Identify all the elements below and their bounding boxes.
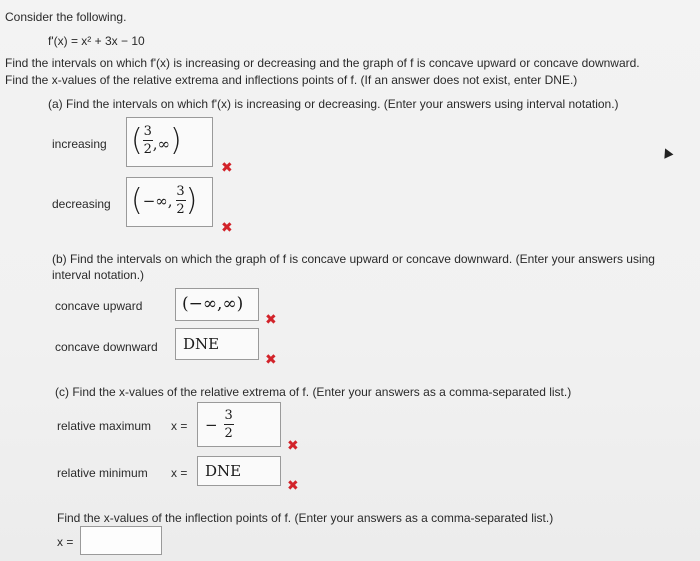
relative-maximum-x-equals: x = (171, 419, 188, 433)
relative-minimum-value: DNE (205, 462, 242, 480)
relative-minimum-label: relative minimum (57, 466, 148, 480)
cursor-icon (661, 146, 674, 158)
increasing-label: increasing (52, 137, 107, 151)
consider-text: Consider the following. (5, 10, 127, 24)
relative-maximum-sign: − (205, 415, 218, 434)
instructions-line-1: Find the intervals on which f'(x) is increasing or decreasing and the graph of f is concave upward or concave downward. (5, 56, 640, 70)
relative-maximum-numerator: 3 (224, 408, 233, 423)
concave-upward-value: (−∞,∞) (182, 294, 244, 314)
relative-maximum-wrong-mark: ✖ (287, 438, 299, 454)
relative-maximum-fraction (224, 409, 234, 440)
decreasing-wrong-mark: ✖ (221, 220, 233, 236)
concave-upward-answer-field[interactable] (175, 288, 259, 321)
part-b-prompt-line-2: interval notation.) (52, 268, 145, 282)
concave-upward-label: concave upward (55, 299, 143, 313)
increasing-rest: ,∞ (152, 134, 170, 153)
inflection-answer-field[interactable] (80, 526, 162, 555)
relative-maximum-answer-field[interactable] (197, 402, 281, 447)
part-c-prompt: (c) Find the x-values of the relative extrema of f. (Enter your answers as a comma-separated list.) (55, 385, 572, 399)
inflection-prompt: Find the x-values of the inflection points of f. (Enter your answers as a comma-separated list.) (57, 511, 554, 525)
relative-minimum-answer-field[interactable] (197, 456, 281, 486)
concave-downward-answer-field[interactable] (175, 328, 259, 360)
function-definition: f'(x) = x² + 3x − 10 (48, 34, 145, 48)
decreasing-left: −∞, (142, 191, 173, 210)
part-b-prompt-line-1: (b) Find the intervals on which the graph of f is concave upward or concave downward. (Enter your answers using (52, 252, 655, 266)
decreasing-label: decreasing (52, 197, 111, 211)
increasing-denominator: 2 (143, 142, 152, 157)
decreasing-fraction (176, 185, 186, 216)
inflection-x-equals: x = (57, 535, 74, 549)
decreasing-answer-field[interactable] (126, 177, 213, 227)
decreasing-denominator: 2 (176, 202, 185, 217)
relative-maximum-denominator: 2 (224, 426, 233, 441)
relative-minimum-x-equals: x = (171, 466, 188, 480)
concave-upward-wrong-mark: ✖ (265, 312, 277, 328)
increasing-fraction (143, 125, 153, 156)
relative-minimum-wrong-mark: ✖ (287, 478, 299, 494)
concave-downward-wrong-mark: ✖ (265, 352, 277, 368)
increasing-wrong-mark: ✖ (221, 160, 233, 176)
increasing-numerator: 3 (143, 124, 152, 139)
concave-downward-label: concave downward (55, 340, 158, 354)
decreasing-numerator: 3 (176, 184, 185, 199)
relative-maximum-label: relative maximum (57, 419, 152, 433)
instructions-line-2: Find the x-values of the relative extrema and inflections points of f. (If an answer does not exist, enter DNE.) (5, 73, 578, 87)
increasing-interval: ( $\frac{3}{2}$ ,∞ ) (131, 122, 182, 158)
part-a-prompt: (a) Find the intervals on which f'(x) is increasing or decreasing. (Enter your answers using interval notation.) (48, 97, 619, 111)
decreasing-interval: ( −∞, $\frac{3}{2}$ ) (131, 182, 198, 218)
concave-downward-value: DNE (183, 335, 220, 353)
relative-maximum-value (205, 409, 234, 440)
increasing-answer-field[interactable] (126, 117, 213, 167)
